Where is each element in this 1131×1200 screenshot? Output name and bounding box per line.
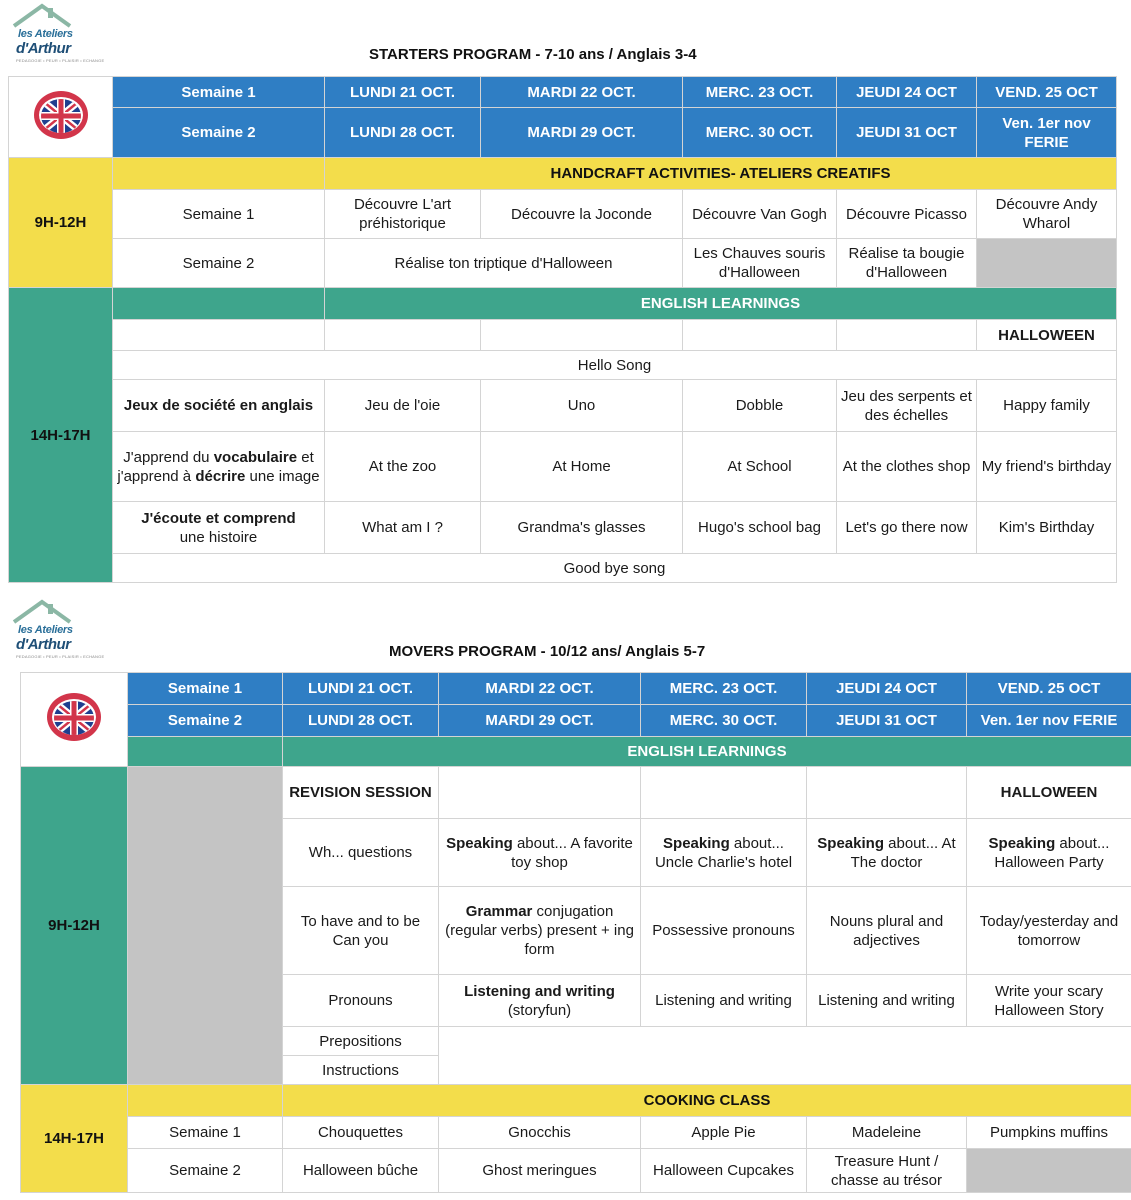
revision-session: REVISION SESSION: [283, 767, 439, 819]
activity-cell: Hugo's school bag: [683, 502, 837, 554]
logo-line2: d'Arthur: [16, 636, 71, 653]
section-title-handcraft: HANDCRAFT ACTIVITIES- ATELIERS CREATIFS: [325, 158, 1117, 190]
activity-cell: Ghost meringues: [439, 1149, 641, 1193]
activity-cell: Découvre la Joconde: [481, 190, 683, 239]
holiday-cell: [967, 1149, 1131, 1193]
week1-label: Semaine 1: [113, 77, 325, 108]
activity-cell: Speaking about... Halloween Party: [967, 819, 1131, 887]
blank-gray-block: [128, 767, 283, 1085]
day-header: LUNDI 21 OCT.: [325, 77, 481, 108]
starters-table: [8, 76, 1117, 583]
day-header: MARDI 29 OCT.: [439, 705, 641, 737]
day-header: LUNDI 21 OCT.: [283, 673, 439, 705]
activity-cell: Nouns plural and adjectives: [807, 887, 967, 975]
day-header: MERC. 23 OCT.: [641, 673, 807, 705]
activity-cell: Apple Pie: [641, 1117, 807, 1149]
week-label: Semaine 1: [128, 1117, 283, 1149]
time-slot-morning: 9H-12H: [21, 767, 128, 1085]
activity-cell: Jeu de l'oie: [325, 380, 481, 432]
logo: [6, 2, 105, 74]
activity-cell: Today/yesterday and tomorrow: [967, 887, 1131, 975]
activity-cell: Grammar conjugation (regular verbs) present + ing form: [439, 887, 641, 975]
day-header: MARDI 22 OCT.: [439, 673, 641, 705]
halloween-label: HALLOWEEN: [977, 320, 1117, 351]
uk-tongue-flag-icon: [21, 673, 128, 767]
activity-cell: Happy family: [977, 380, 1117, 432]
topic-cell: Wh... questions: [283, 819, 439, 887]
activity-cell: At the zoo: [325, 432, 481, 502]
activity-cell: Chouquettes: [283, 1117, 439, 1149]
empty-cell: [439, 767, 641, 819]
activity-cell: Madeleine: [807, 1117, 967, 1149]
activity-cell: Découvre Picasso: [837, 190, 977, 239]
activity-cell: Write your scary Halloween Story: [967, 975, 1131, 1027]
day-header: JEUDI 24 OCT: [807, 673, 967, 705]
section-spacer: [113, 288, 325, 320]
day-header: MARDI 29 OCT.: [481, 108, 683, 158]
activity-cell: Kim's Birthday: [977, 502, 1117, 554]
activity-cell: Grandma's glasses: [481, 502, 683, 554]
logo-tagline: PEDAGOGIE • PEUR • PLAISIR • ECHANGE: [16, 58, 105, 63]
time-slot-afternoon: 14H-17H: [9, 288, 113, 583]
topic-cell: Instructions: [283, 1056, 439, 1085]
activity-cell: Découvre Van Gogh: [683, 190, 837, 239]
halloween-label: HALLOWEEN: [967, 767, 1131, 819]
activity-cell: Listening and writing: [807, 975, 967, 1027]
topic-cell: Prepositions: [283, 1027, 439, 1056]
goodbye-song: Good bye song: [113, 554, 1117, 583]
activity-cell: What am I ?: [325, 502, 481, 554]
week-label: Semaine 1: [113, 190, 325, 239]
uk-tongue-flag-icon: [9, 77, 113, 158]
section-title-english: ENGLISH LEARNINGS: [283, 737, 1131, 767]
empty-cell: [325, 320, 481, 351]
logo-line2: d'Arthur: [16, 40, 71, 57]
day-header: MARDI 22 OCT.: [481, 77, 683, 108]
activity-cell: Let's go there now: [837, 502, 977, 554]
activity-cell: My friend's birthday: [977, 432, 1117, 502]
topic-cell: To have and to be Can you: [283, 887, 439, 975]
activity-label-games: Jeux de société en anglais: [113, 380, 325, 432]
activity-cell: Pumpkins muffins: [967, 1117, 1131, 1149]
empty-block: [439, 1027, 1131, 1085]
movers-table: [20, 672, 1131, 1193]
week2-label: Semaine 2: [128, 705, 283, 737]
empty-cell: [481, 320, 683, 351]
week-label: Semaine 2: [128, 1149, 283, 1193]
topic-cell: Pronouns: [283, 975, 439, 1027]
activity-cell: Uno: [481, 380, 683, 432]
activity-cell: Les Chauves souris d'Halloween: [683, 239, 837, 288]
activity-cell: Listening and writing (storyfun): [439, 975, 641, 1027]
activity-cell: Possessive pronouns: [641, 887, 807, 975]
activity-cell: Dobble: [683, 380, 837, 432]
week1-label: Semaine 1: [128, 673, 283, 705]
activity-cell: Halloween Cupcakes: [641, 1149, 807, 1193]
logo-line1: les Ateliers: [18, 624, 73, 636]
section-spacer: [113, 158, 325, 190]
starters-title: STARTERS PROGRAM - 7-10 ans / Anglais 3-4: [369, 46, 697, 63]
day-header: VEND. 25 OCT: [967, 673, 1131, 705]
activity-cell: At the clothes shop: [837, 432, 977, 502]
activity-cell: Speaking about... A favorite toy shop: [439, 819, 641, 887]
hello-song: Hello Song: [113, 351, 1117, 380]
section-spacer: [128, 737, 283, 767]
day-header: JEUDI 31 OCT: [837, 108, 977, 158]
day-header: MERC. 30 OCT.: [683, 108, 837, 158]
time-slot-afternoon: 14H-17H: [21, 1085, 128, 1193]
day-header: LUNDI 28 OCT.: [325, 108, 481, 158]
activity-cell: Speaking about... At The doctor: [807, 819, 967, 887]
activity-cell: Découvre L'art préhistorique: [325, 190, 481, 239]
empty-cell: [807, 767, 967, 819]
empty-cell: [837, 320, 977, 351]
activity-cell: Découvre Andy Wharol: [977, 190, 1117, 239]
activity-label-listen: J'écoute et comprend une histoire: [113, 502, 325, 554]
day-header: MERC. 30 OCT.: [641, 705, 807, 737]
day-header: Ven. 1er nov FERIE: [967, 705, 1131, 737]
movers-title: MOVERS PROGRAM - 10/12 ans/ Anglais 5-7: [389, 643, 706, 660]
day-header: MERC. 23 OCT.: [683, 77, 837, 108]
activity-cell: Listening and writing: [641, 975, 807, 1027]
activity-cell: Réalise ta bougie d'Halloween: [837, 239, 977, 288]
section-spacer: [128, 1085, 283, 1117]
time-slot-morning: 9H-12H: [9, 158, 113, 288]
activity-cell: At Home: [481, 432, 683, 502]
section-title-cooking: COOKING CLASS: [283, 1085, 1131, 1117]
empty-cell: [113, 320, 325, 351]
empty-cell: [683, 320, 837, 351]
logo-tagline: PEDAGOGIE • PEUR • PLAISIR • ECHANGE: [16, 654, 105, 659]
activity-label-vocab: J'apprend du vocabulaire et j'apprend à décrire une image: [113, 432, 325, 502]
day-header: JEUDI 31 OCT: [807, 705, 967, 737]
day-header: VEND. 25 OCT: [977, 77, 1117, 108]
activity-cell: Treasure Hunt / chasse au trésor: [807, 1149, 967, 1193]
logo: [6, 598, 105, 670]
logo-line1: les Ateliers: [18, 28, 73, 40]
activity-cell: Halloween bûche: [283, 1149, 439, 1193]
activity-cell: Réalise ton triptique d'Halloween: [325, 239, 683, 288]
holiday-cell: [977, 239, 1117, 288]
week2-label: Semaine 2: [113, 108, 325, 158]
empty-cell: [641, 767, 807, 819]
activity-cell: Jeu des serpents et des échelles: [837, 380, 977, 432]
day-header: Ven. 1er nov FERIE: [977, 108, 1117, 158]
activity-cell: Gnocchis: [439, 1117, 641, 1149]
section-title-english: ENGLISH LEARNINGS: [325, 288, 1117, 320]
day-header: LUNDI 28 OCT.: [283, 705, 439, 737]
week-label: Semaine 2: [113, 239, 325, 288]
day-header: JEUDI 24 OCT: [837, 77, 977, 108]
activity-cell: Speaking about... Uncle Charlie's hotel: [641, 819, 807, 887]
activity-cell: At School: [683, 432, 837, 502]
